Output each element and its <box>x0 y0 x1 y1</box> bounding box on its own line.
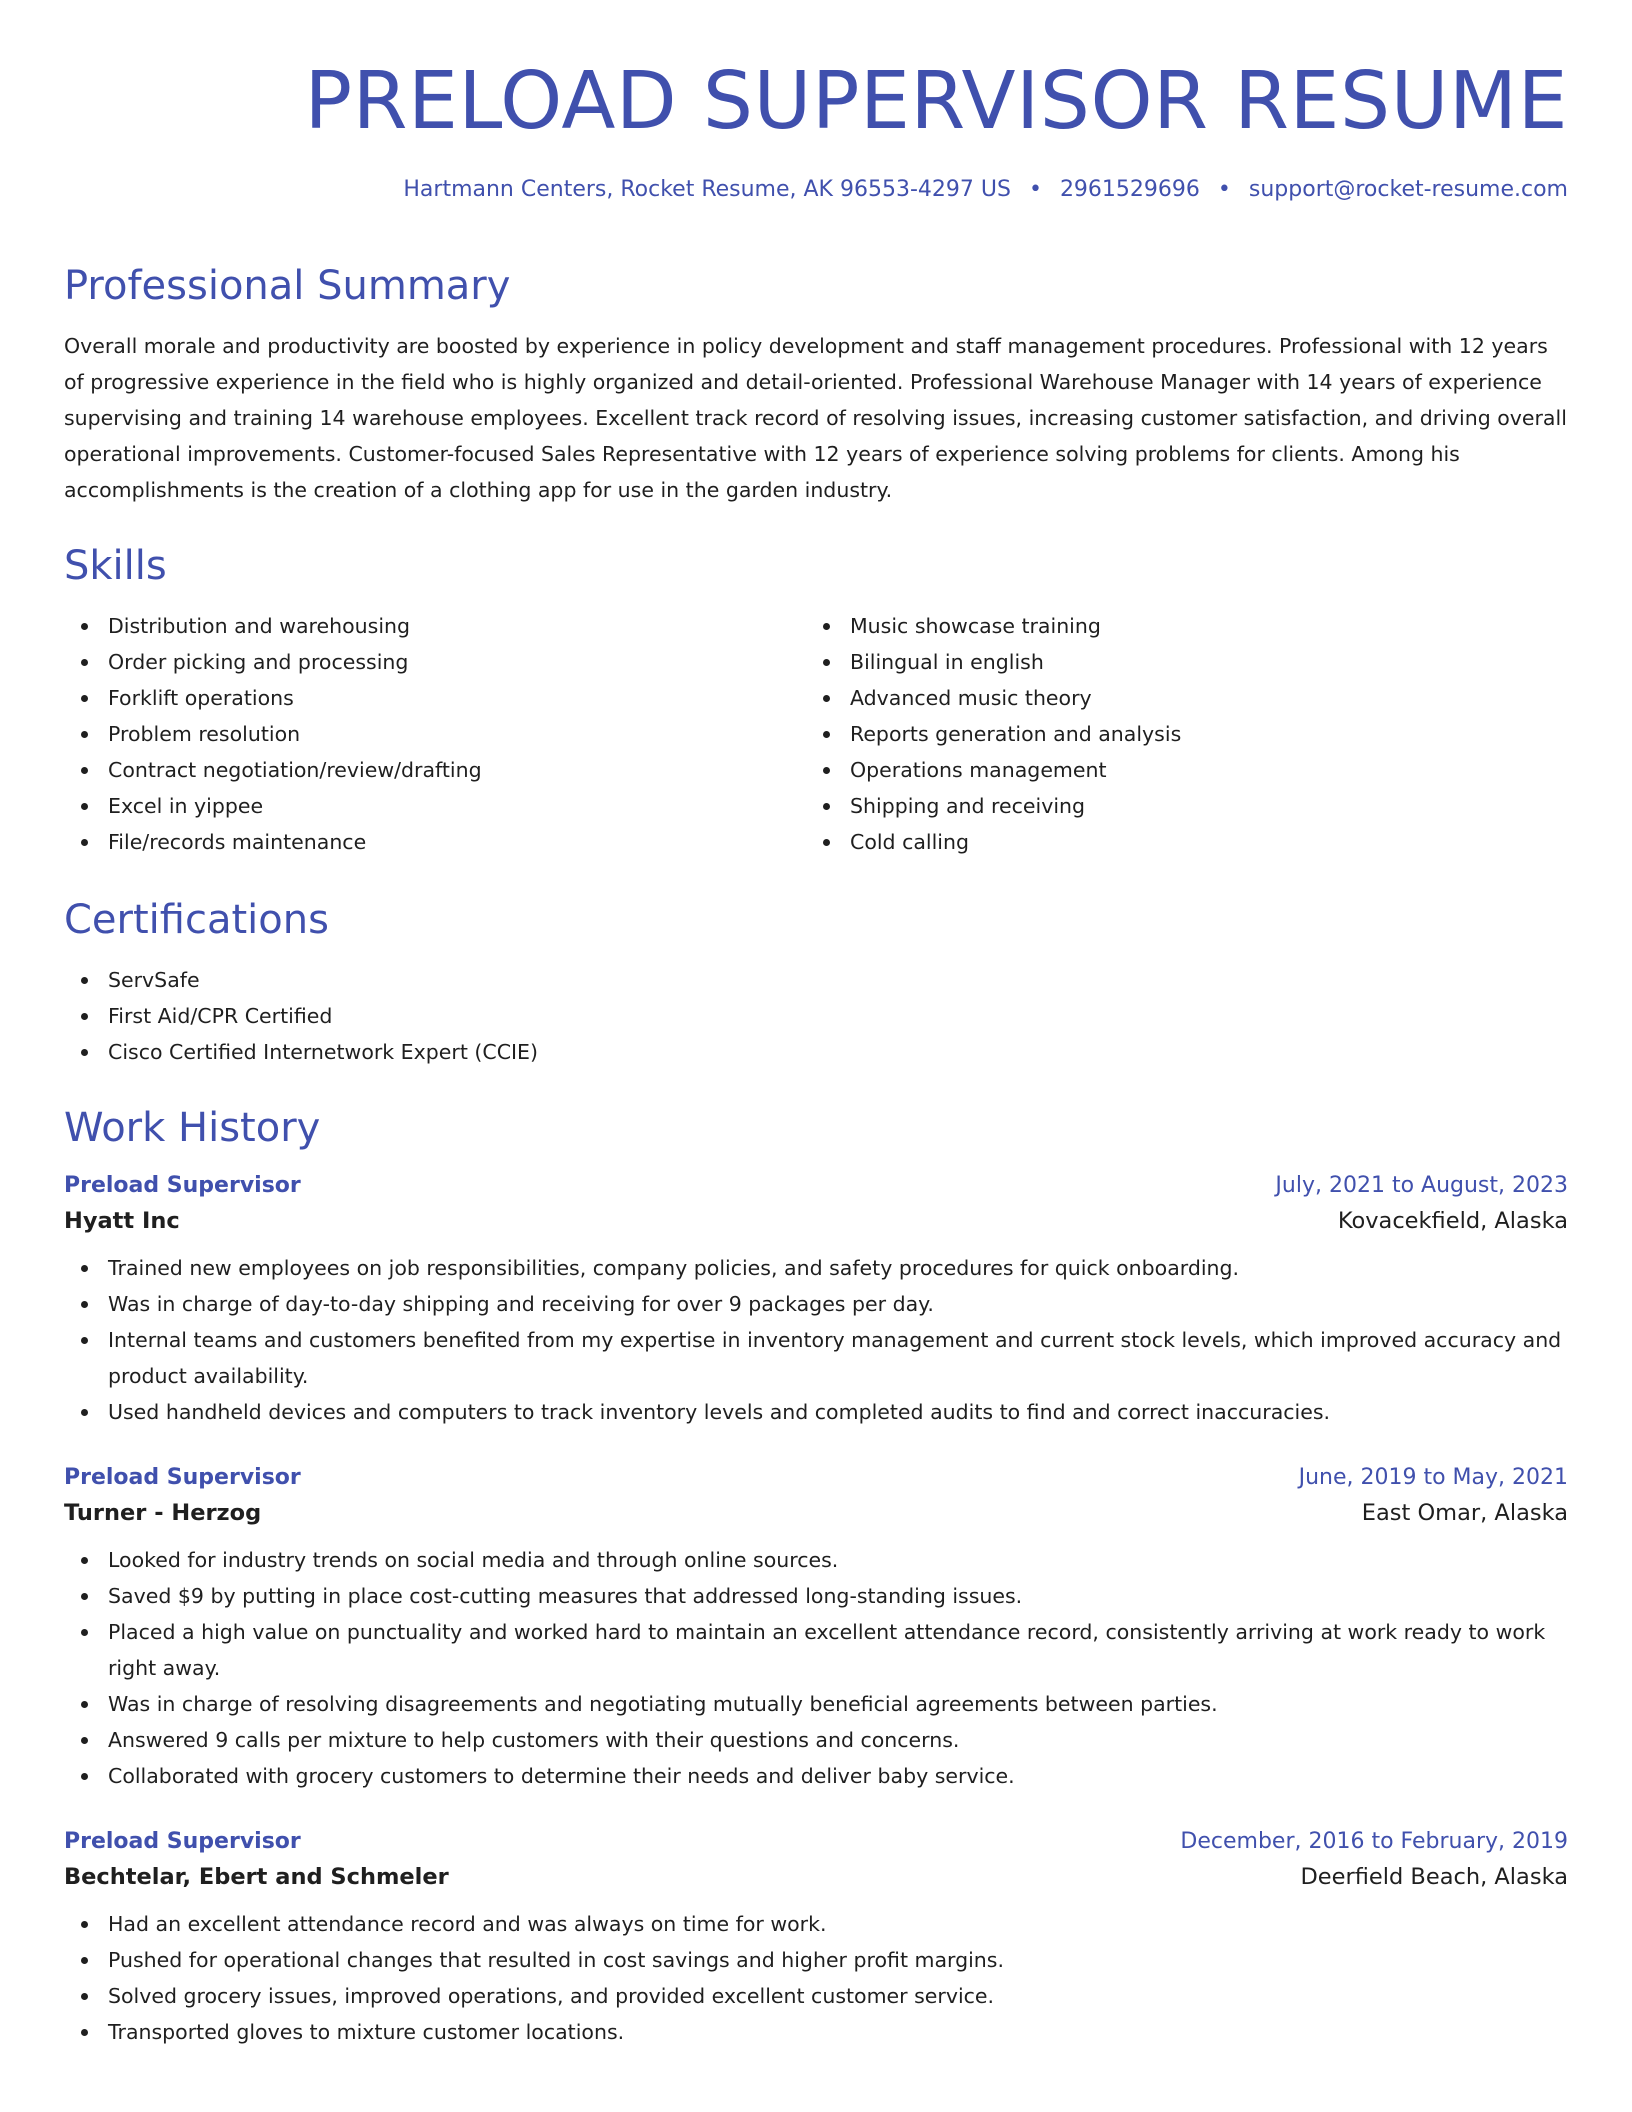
skill-item: Problem resolution <box>64 716 806 752</box>
job-bullet: Saved $9 by putting in place cost-cutting measures that addressed long-standing issues. <box>64 1578 1568 1614</box>
skills-list-right <box>806 608 1548 860</box>
summary-text: Overall morale and productivity are boosted by experience in policy development and staff management procedures. Professional with 12 years of progressive experience in the field who is highly organized and detail-oriented. Professional Warehouse Manager with 14 years of experience supervising and training 14 warehouse employees. Excellent track record of resolving issues, increasing customer satisfaction, and driving overall operational improvements. Customer-focused Sales Representative with 12 years of experience solving problems for clients. Among his accomplishments is the creation of a clothing app for use in the garden industry. <box>64 334 1567 502</box>
work-history-section <box>64 1105 1568 2050</box>
skill-item: Shipping and receiving <box>806 788 1548 824</box>
job-header <box>64 1826 1568 1858</box>
certification-item: Cisco Certified Internetwork Expert (CCIE) <box>64 1034 1568 1070</box>
job-location: East Omar, Alaska <box>1361 1500 1568 1526</box>
job-bullets <box>64 1542 1568 1794</box>
job-header <box>64 1170 1568 1202</box>
job-header <box>64 1462 1568 1494</box>
job-company: Hyatt Inc <box>64 1208 180 1234</box>
skill-item: Bilingual in english <box>806 644 1548 680</box>
job-dates: December, 2016 to February, 2019 <box>1180 1829 1568 1854</box>
job-bullet: Was in charge of resolving disagreements and negotiating mutually beneficial agreements between parties. <box>64 1686 1568 1722</box>
resume-title: PRELOAD SUPERVISOR RESUME <box>304 55 1568 147</box>
skill-item: Distribution and warehousing <box>64 608 806 644</box>
job-bullet: Transported gloves to mixture customer locations. <box>64 2014 1568 2050</box>
job-location: Deerfield Beach, Alaska <box>1300 1864 1568 1890</box>
summary-section <box>64 263 1568 508</box>
job-bullet: Answered 9 calls per mixture to help customers with their questions and concerns. <box>64 1722 1568 1758</box>
certifications-list <box>64 962 1568 1070</box>
job-bullets <box>64 1906 1568 2050</box>
skill-item: Cold calling <box>806 824 1548 860</box>
job-entry <box>64 1462 1568 1794</box>
job-bullet: Looked for industry trends on social media and through online sources. <box>64 1542 1568 1578</box>
certification-item: ServSafe <box>64 962 1568 998</box>
job-subheader <box>64 1494 1568 1532</box>
bullet-separator: • <box>1028 177 1042 202</box>
job-entry <box>64 1826 1568 2050</box>
job-bullet: Collaborated with grocery customers to determine their needs and deliver baby service. <box>64 1758 1568 1794</box>
skill-item: Advanced music theory <box>806 680 1548 716</box>
job-bullet: Pushed for operational changes that resulted in cost savings and higher profit margins. <box>64 1942 1568 1978</box>
job-role: Preload Supervisor <box>64 1465 301 1490</box>
skill-item: Contract negotiation/review/drafting <box>64 752 806 788</box>
skills-section <box>64 543 1568 860</box>
job-dates: July, 2021 to August, 2023 <box>1275 1173 1568 1198</box>
skills-list-left <box>64 608 806 860</box>
job-role: Preload Supervisor <box>64 1173 301 1198</box>
contact-phone[interactable]: 2961529696 <box>1059 177 1200 202</box>
job-bullet: Placed a high value on punctuality and worked hard to maintain an excellent attendance record, consistently arriving at work ready to work right away. <box>64 1614 1568 1686</box>
certifications-section <box>64 897 1568 1070</box>
skills-grid <box>64 608 1568 860</box>
job-bullet: Was in charge of day-to-day shipping and receiving for over 9 packages per day. <box>64 1286 1568 1322</box>
skills-heading: Skills <box>64 543 167 589</box>
job-bullet: Internal teams and customers benefited from my expertise in inventory management and current stock levels, which improved accuracy and product availability. <box>64 1322 1568 1394</box>
job-dates: June, 2019 to May, 2021 <box>1298 1465 1568 1490</box>
skill-item: Operations management <box>806 752 1548 788</box>
skill-item: Reports generation and analysis <box>806 716 1548 752</box>
skill-item: Music showcase training <box>806 608 1548 644</box>
skill-item: Order picking and processing <box>64 644 806 680</box>
certifications-heading: Certifications <box>64 897 329 943</box>
job-subheader <box>64 1202 1568 1240</box>
job-bullets <box>64 1250 1568 1430</box>
summary-heading: Professional Summary <box>64 263 511 309</box>
job-bullet: Had an excellent attendance record and was always on time for work. <box>64 1906 1568 1942</box>
job-entry <box>64 1170 1568 1430</box>
job-company: Turner - Herzog <box>64 1500 262 1526</box>
contact-line <box>64 177 1568 202</box>
job-role: Preload Supervisor <box>64 1829 301 1854</box>
certification-item: First Aid/CPR Certified <box>64 998 1568 1034</box>
skill-item: Forklift operations <box>64 680 806 716</box>
skill-item: File/records maintenance <box>64 824 806 860</box>
work-history-heading: Work History <box>64 1105 321 1151</box>
job-company: Bechtelar, Ebert and Schmeler <box>64 1864 449 1890</box>
skill-item: Excel in yippee <box>64 788 806 824</box>
job-bullet: Used handheld devices and computers to track inventory levels and completed audits to find and correct inaccuracies. <box>64 1394 1568 1430</box>
job-subheader <box>64 1858 1568 1896</box>
job-bullet: Trained new employees on job responsibilities, company policies, and safety procedures for quick onboarding. <box>64 1250 1568 1286</box>
contact-address: Hartmann Centers, Rocket Resume, AK 96553-4297 US <box>403 177 1011 202</box>
bullet-separator: • <box>1217 177 1231 202</box>
contact-email[interactable]: support@rocket-resume.com <box>1248 177 1568 202</box>
job-location: Kovacekfield, Alaska <box>1337 1208 1568 1234</box>
job-bullet: Solved grocery issues, improved operations, and provided excellent customer service. <box>64 1978 1568 2014</box>
